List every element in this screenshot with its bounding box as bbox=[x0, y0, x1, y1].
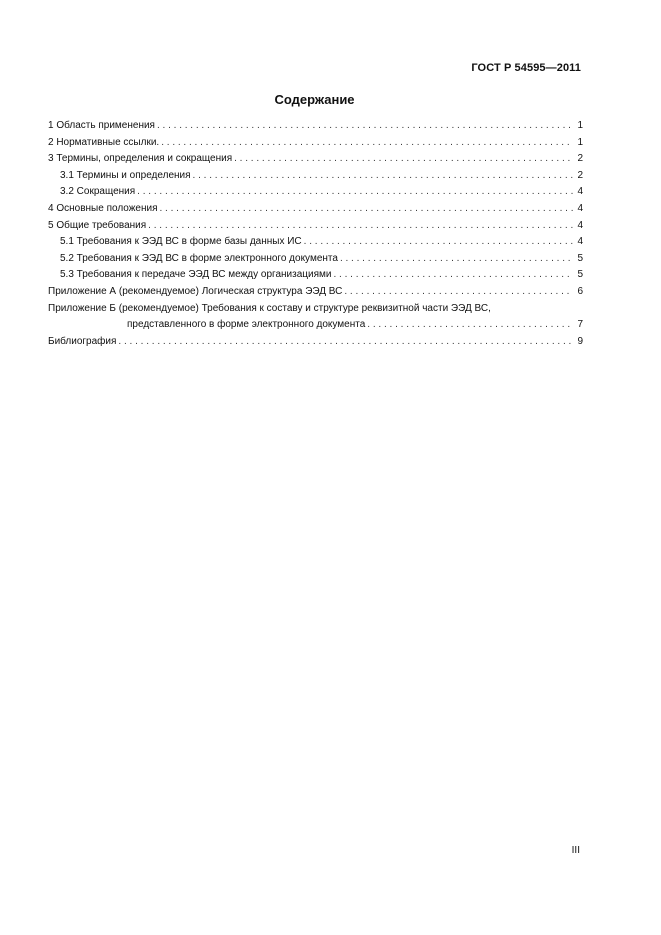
toc-entry-label: 5.1 Требования к ЭЭД ВС в форме базы данных ИС bbox=[60, 236, 302, 248]
toc-entry-page: 4 bbox=[577, 219, 583, 231]
toc-leader-dots bbox=[137, 184, 573, 201]
toc-leader-dots bbox=[344, 284, 573, 301]
toc-entry-page: 4 bbox=[577, 186, 583, 198]
toc-entry-label: Библиография bbox=[48, 335, 117, 347]
toc-leader-dots bbox=[340, 251, 573, 268]
toc-entry-page: 2 bbox=[577, 153, 583, 165]
toc-entry-label: 3.1 Термины и определения bbox=[60, 169, 191, 181]
toc-subentry[interactable] bbox=[48, 234, 583, 251]
toc-entry[interactable] bbox=[48, 284, 583, 301]
toc-entry-label: 3 Термины, определения и сокращения bbox=[48, 153, 233, 165]
toc-entry[interactable] bbox=[48, 151, 583, 168]
toc-leader-dots bbox=[157, 118, 573, 135]
page-number: III bbox=[571, 845, 580, 856]
toc-leader-dots bbox=[304, 234, 573, 251]
toc-entry[interactable] bbox=[48, 118, 583, 135]
toc-entry-label: Приложение А (рекомендуемое) Логическая структура ЭЭД ВС bbox=[48, 285, 343, 297]
toc-entry-page: 1 bbox=[577, 136, 583, 148]
toc-subentry[interactable] bbox=[48, 168, 583, 185]
toc-entry-page: 6 bbox=[577, 285, 583, 297]
toc-subentry[interactable] bbox=[48, 184, 583, 201]
table-of-contents bbox=[48, 118, 583, 350]
toc-entry-label: 5.3 Требования к передаче ЭЭД ВС между организациями bbox=[60, 269, 332, 281]
toc-entry-label: 1 Область применения bbox=[48, 120, 155, 131]
toc-leader-dots bbox=[367, 317, 573, 334]
toc-entry-page: 4 bbox=[577, 236, 583, 248]
toc-entry-continuation bbox=[48, 317, 583, 334]
toc-entry[interactable] bbox=[48, 135, 583, 152]
toc-entry-label: 3.2 Сокращения bbox=[60, 186, 136, 198]
toc-leader-dots bbox=[148, 218, 573, 235]
toc-leader-dots bbox=[118, 334, 573, 351]
toc-entry-page: 5 bbox=[577, 252, 583, 264]
toc-entry-label: 5 Общие требования bbox=[48, 219, 147, 231]
toc-entry-page: 1 bbox=[577, 120, 583, 131]
toc-leader-dots bbox=[193, 168, 573, 185]
toc-entry-label: 5.2 Требования к ЭЭД ВС в форме электронного документа bbox=[60, 252, 338, 264]
toc-entry[interactable] bbox=[48, 218, 583, 235]
toc-entry-page: 7 bbox=[577, 319, 583, 331]
document-code: ГОСТ Р 54595—2011 bbox=[471, 62, 581, 74]
toc-entry-page: 5 bbox=[577, 269, 583, 281]
toc-subentry[interactable] bbox=[48, 267, 583, 284]
toc-entry-label: Приложение Б (рекомендуемое) Требования к составу и структуре реквизитной части ЭЭД ВС, bbox=[48, 302, 491, 314]
toc-leader-dots bbox=[234, 151, 573, 168]
toc-entry-label-continuation: представленного в форме электронного документа bbox=[127, 319, 366, 331]
toc-entry[interactable] bbox=[48, 334, 583, 351]
toc-entry-page: 9 bbox=[577, 335, 583, 347]
toc-entry-page: 4 bbox=[577, 202, 583, 214]
toc-entry-multiline[interactable] bbox=[48, 301, 583, 334]
toc-title: Содержание bbox=[274, 92, 355, 107]
toc-leader-dots bbox=[161, 135, 573, 152]
toc-leader-dots bbox=[333, 267, 573, 284]
toc-leader-dots bbox=[160, 201, 574, 218]
toc-entry-page: 2 bbox=[577, 169, 583, 181]
toc-entry-label: 4 Основные положения bbox=[48, 202, 158, 214]
toc-subentry[interactable] bbox=[48, 251, 583, 268]
toc-entry-label: 2 Нормативные ссылки. bbox=[48, 136, 160, 148]
toc-entry[interactable] bbox=[48, 201, 583, 218]
